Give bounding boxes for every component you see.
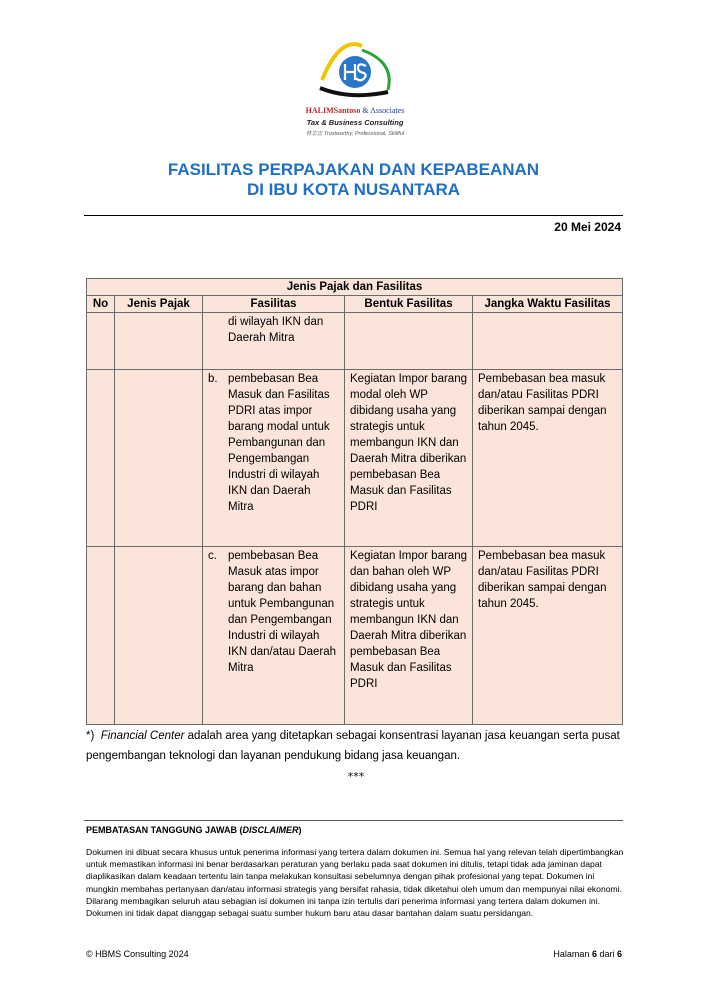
- bentuk-cell: Kegiatan Impor barang dan bahan oleh WP dibidang usaha yang strategis untuk membangun IKN dan Daerah Mitra diberikan pembebasan Bea Masuk dan Fasilitas PDRI: [345, 547, 473, 725]
- document-title-line1: FASILITAS PERPAJAKAN DAN KEPABEANAN: [167, 160, 540, 179]
- logo-motto: 林志忠 Trustworthy, Professional, Skillful: [305, 131, 405, 137]
- list-marker: c.: [208, 550, 217, 562]
- table-row: [87, 313, 623, 370]
- disclaimer-heading: PEMBATASAN TANGGUNG JAWAB (DISCLAIMER): [86, 825, 302, 835]
- document-title-line2: DI IBU KOTA NUSANTARA: [246, 180, 461, 199]
- list-marker: b.: [208, 373, 218, 385]
- jangka-cell: [473, 313, 623, 370]
- fasilitas-cell: pembebasan Bea Masuk dan Fasilitas PDRI atas impor barang modal untuk Pembangunan dan Pengembangan Industri di wilayah IKN dan Daerah Mitra: [228, 373, 330, 513]
- column-header: Fasilitas: [203, 296, 345, 313]
- logo-company-name: HALIMSantoso & Associates: [305, 106, 405, 115]
- table-group-header: Jenis Pajak dan Fasilitas: [87, 279, 623, 296]
- logo-tagline: Tax & Business Consulting: [306, 118, 404, 127]
- document-date: 20 Mei 2024: [554, 220, 621, 234]
- jangka-cell: Pembebasan bea masuk dan/atau Fasilitas PDRI diberikan sampai dengan tahun 2045.: [473, 370, 623, 547]
- column-header: Jenis Pajak: [115, 296, 203, 313]
- copyright: © HBMS Consulting 2024: [86, 949, 189, 959]
- column-header: Jangka Waktu Fasilitas: [473, 296, 623, 313]
- disclaimer-divider: [84, 820, 623, 821]
- bentuk-cell: [345, 313, 473, 370]
- facilities-table: [86, 278, 623, 725]
- bentuk-cell: Kegiatan Impor barang modal oleh WP dibidang usaha yang strategis untuk membangun IKN dan Daerah Mitra diberikan pembebasan Bea Masuk dan Fasilitas PDRI: [345, 370, 473, 547]
- table-row: [87, 547, 623, 725]
- company-logo: [300, 40, 410, 104]
- footnote: *) Financial Center adalah area yang ditetapkan sebagai konsentrasi layanan jasa keuangan serta pusat pengembangan teknologi dan layanan pendukung bidang jasa keuangan.: [86, 730, 620, 762]
- table-row: [87, 370, 623, 547]
- jangka-cell: Pembebasan bea masuk dan/atau Fasilitas PDRI diberikan sampai dengan tahun 2045.: [473, 547, 623, 725]
- fasilitas-cell: di wilayah IKN dan Daerah Mitra: [228, 316, 324, 344]
- fasilitas-cell: pembebasan Bea Masuk atas impor barang dan bahan untuk Pembangunan dan Pengembangan Industri di wilayah IKN dan/atau Daerah Mitra: [228, 550, 337, 674]
- title-divider: [84, 215, 623, 216]
- main-content: [86, 278, 626, 919]
- disclaimer-body: Dokumen ini dibuat secara khusus untuk penerima informasi yang tertera dalam dokumen ini. Semua hal yang relevan telah dipertimbangkan untuk memastikan informasi ini benar berdasarkan peraturan yang berlaku pada saat dokumen ini ditulis, tetapi tidak ada jaminan dapat diaplikasikan dalam keadaan tertentu lain tanpa melakukan konsultasi sebelumnya dengan pihak profesional yang tepat. Dokumen ini mungkin membahas pertanyaan dan/atau informasi strategis yang bersifat rahasia, tidak diketahui oleh umum dan mempunyai nilai ekonomi. Dilarang membagikan seluruh atau sebagian isi dokumen ini tanpa izin tertulis dari penerima informasi yang tertera dalam dokumen ini. Dokumen ini tidak dapat dianggap sebagai suatu sumber hukum baru atau dasar bantahan dalam suatu persidangan.: [86, 847, 624, 919]
- page-number: Halaman 6 dari 6: [553, 949, 622, 959]
- column-header: No: [87, 296, 115, 313]
- section-separator: ***: [347, 770, 365, 783]
- column-header: Bentuk Fasilitas: [345, 296, 473, 313]
